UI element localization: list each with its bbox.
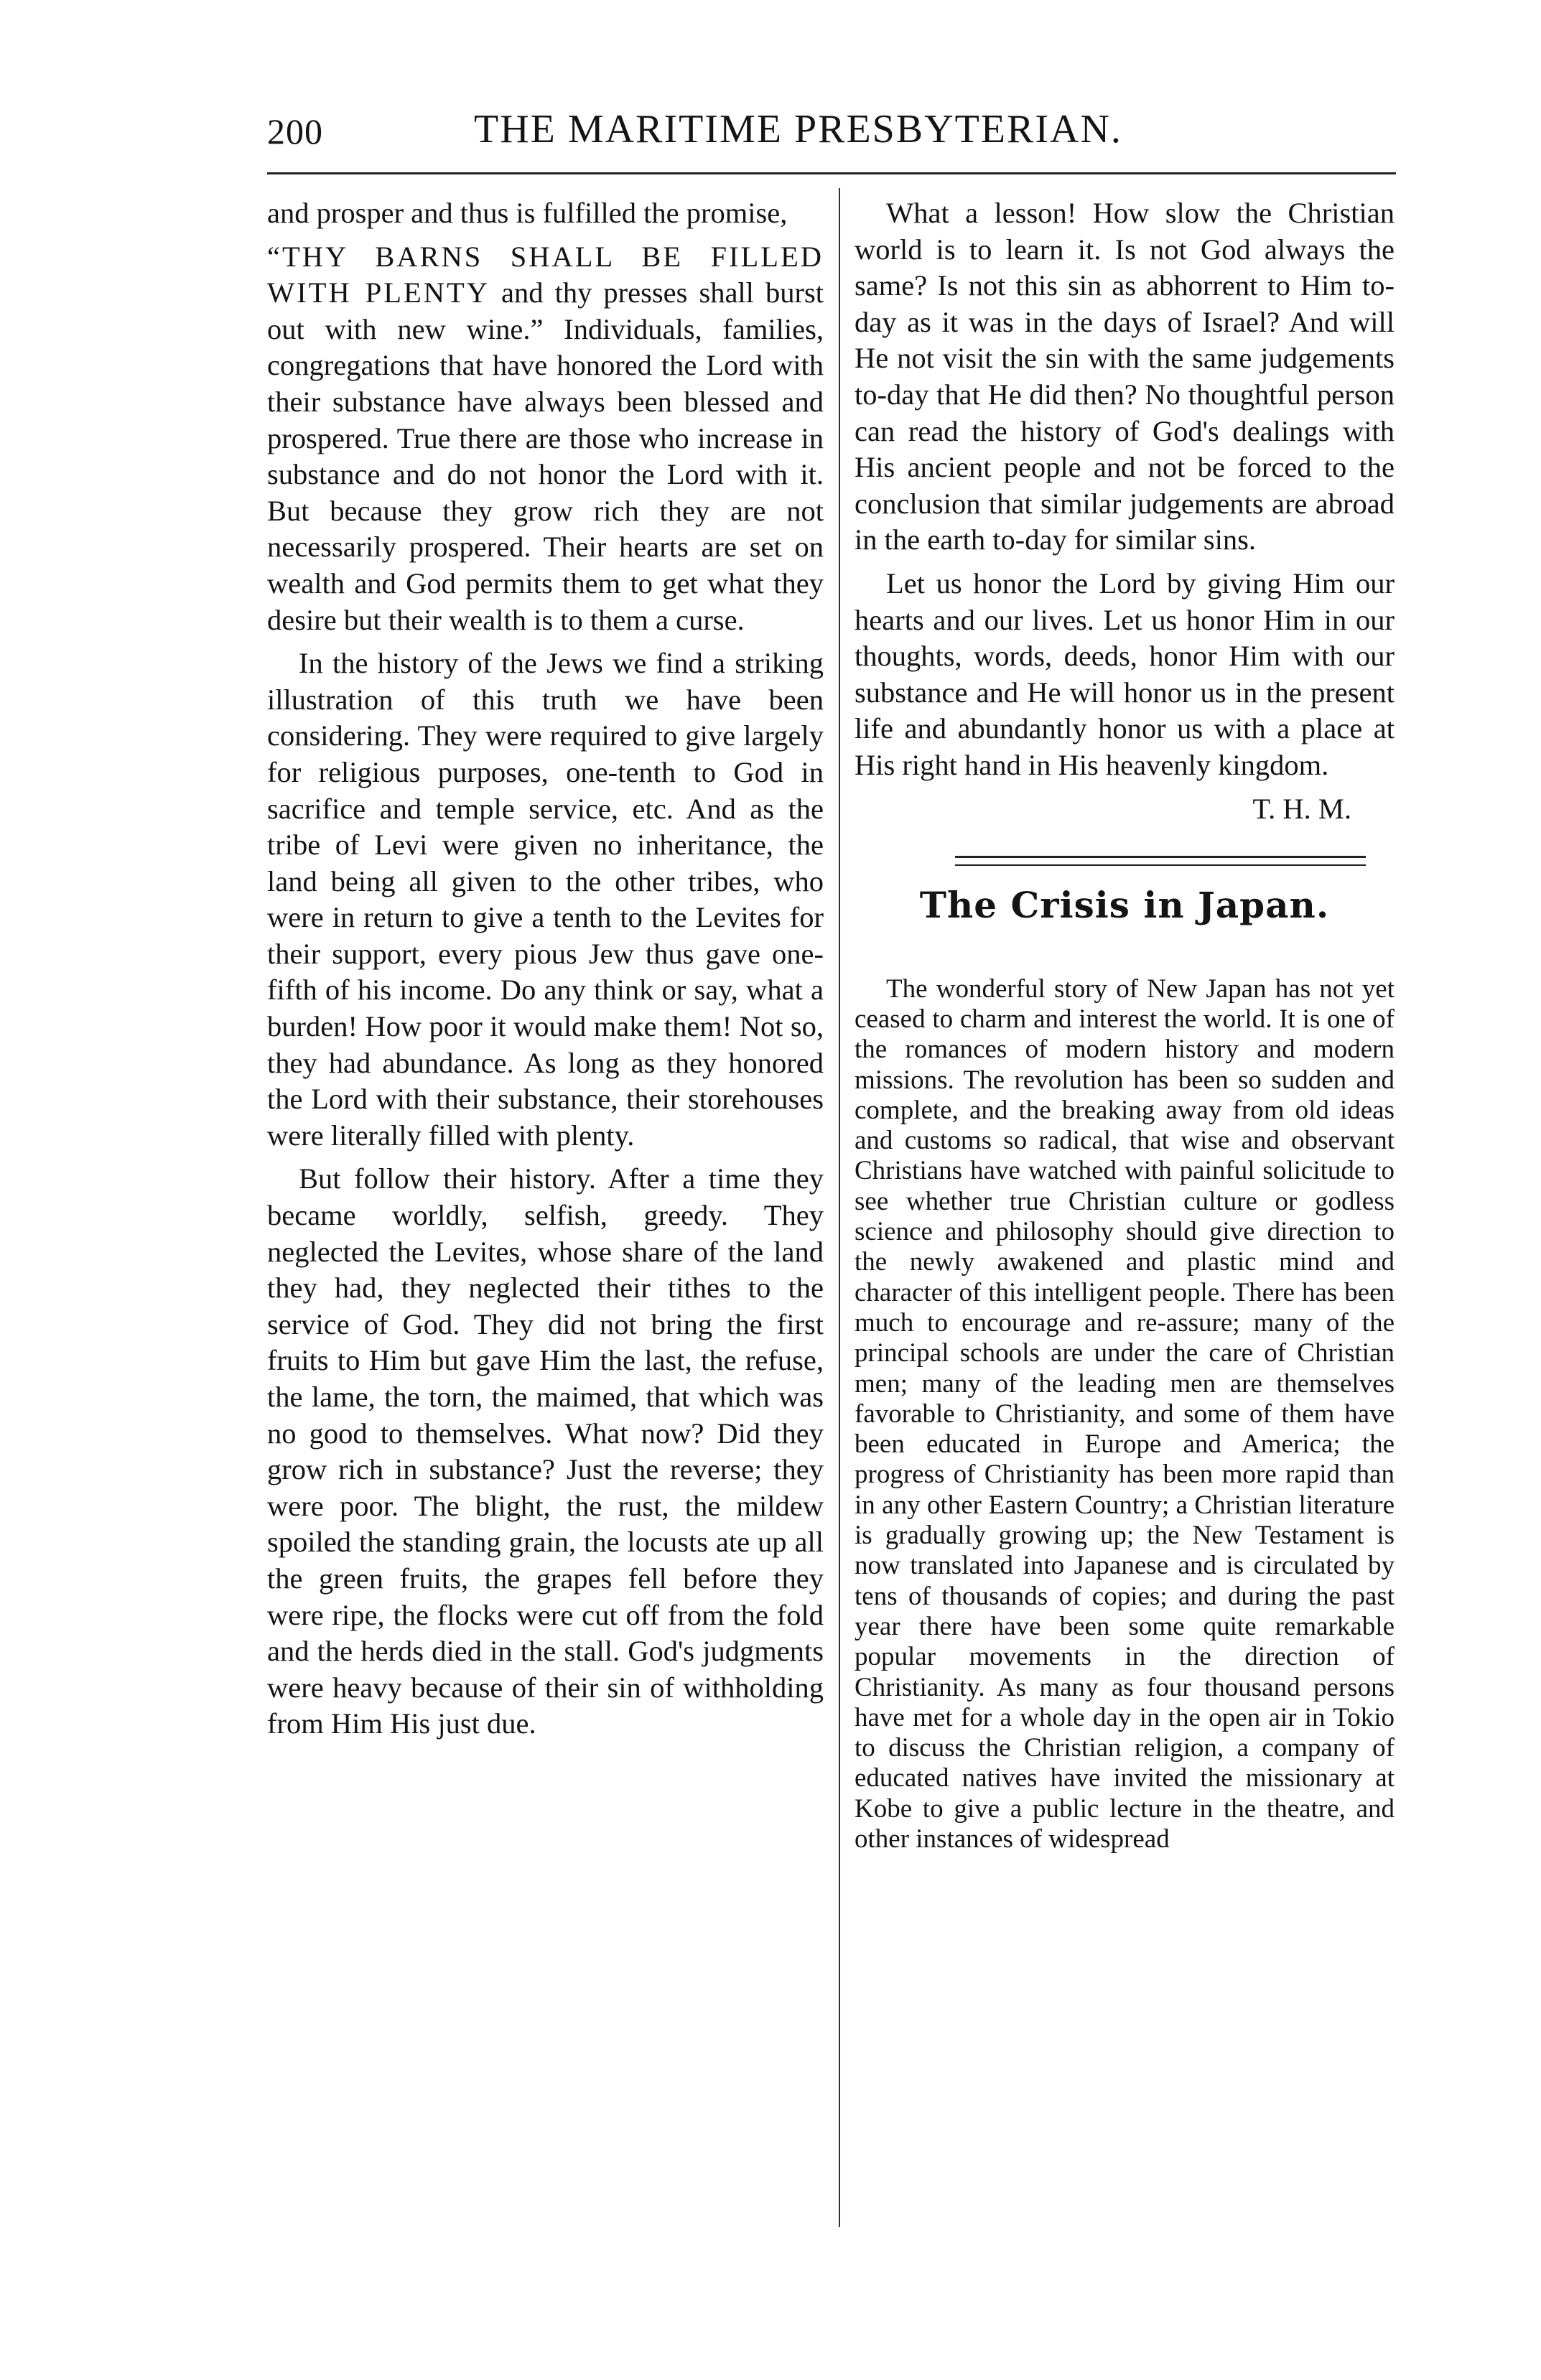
promise-quote-caps: “THY BARNS SHALL BE FILLED WITH PLENTY (267, 240, 824, 309)
right-column (855, 195, 1395, 1862)
left-paragraph-jews-history: In the history of the Jews we find a striking illustration of this truth we have been considering. They were required to give largely for religious purposes, one-tenth to God in sacrifice and temple service, etc. And as the tribe of Levi were given no inheritance, the land being all given to the other tribes, who were in return to give a tenth to the Levites for their support, every pious Jew thus gave one-fifth of his income. Do any think or say, what a burden! How poor it would make them! Not so, they had abundance. As long as they honored the Lord with their substance, their storehouses were literally filled with plenty. (267, 647, 824, 1152)
column-divider (839, 188, 840, 2227)
left-paragraph-follow-history: But follow their history. After a time they became worldly, selfish, greedy. They neglected the Levites, whose share of the land they had, they neglected their tithes to the service of God. They did not bring the first fruits to Him but gave Him the last, the refuse, the lame, the torn, the maimed, that which was no good to themselves. What now? Did they grow rich in substance? Just the reverse; they were poor. The blight, the rust, the mildew spoiled the standing grain, the locusts ate up all the green fruits, the grapes fell before they were ripe, the flocks were cut off from the fold and the herds died in the stall. God's judgments were heavy because of their sin of withholding from Him His just due. (267, 1162, 824, 1740)
section-double-rule (955, 856, 1366, 866)
page-number: 200 (267, 111, 323, 151)
right-paragraph-lesson: What a lesson! How slow the Christian world is to learn it. Is not God always the same? Is not this sin as abhorrent to Him to-day as it was in the days of Israel? And will He not visit the sin with the same judgements to-day that He did then? No thoughtful person can read the history of God's dealings with His ancient people and not be forced to the conclusion that similar judgements are abroad in the earth to-day for similar sins. (855, 197, 1395, 556)
left-column (267, 195, 824, 1750)
page-header (0, 106, 1541, 164)
author-signature: T. H. M. (1252, 792, 1351, 825)
left-paragraph-intro: and prosper and thus is fulfilled the promise, (267, 197, 788, 229)
section-heading: The Crisis in Japan. (919, 884, 1330, 927)
right-paragraph-honor: Let us honor the Lord by giving Him our hearts and our lives. Let us honor Him in our thoughts, words, deeds, honor Him with our substance and He will honor us in the present life and abundantly honor us with a place at His right hand in His heavenly kingdom. (855, 566, 1395, 781)
header-rule (267, 172, 1396, 174)
running-title: THE MARITIME PRESBYTERIAN. (474, 107, 1122, 151)
promise-quote-rest: and thy presses shall burst out with new wine.” Individuals, families, congregations that have honored the Lord with their substance have always been blessed and prospered. True there are those who increase in substance and do not honor the Lord with it. But because they grow rich they are not necessarily prospered. Their hearts are set on wealth and God permits them to get what they desire but their wealth is to them a curse. (267, 276, 824, 636)
left-paragraph-promise (267, 239, 824, 639)
crisis-japan-paragraph: The wonderful story of New Japan has not yet ceased to charm and interest the world. It is one of the romances of modern history and modern missions. The revolution has been so sudden and complete, and the breaking away from old ideas and customs so radical, that wise and observant Christians have watched with painful solicitude to see whether true Christian culture or godless science and philosophy should give direction to the newly awakened and plastic mind and character of this intelligent people. There has been much to encourage and re-assure; many of the principal schools are under the care of Christian men; many of the leading men are themselves favorable to Christianity, and some of them have been educated in Europe and America; the progress of Christianity has been more rapid than in any other Eastern Country; a Christian literature is gradually growing up; the New Testament is now translated into Japanese and is circulated by tens of thousands of copies; and during the past year there have been some quite remarkable popular movements in the direction of Christianity. As many as four thousand persons have met for a whole day in the open air in Tokio to discuss the Christian religion, a company of educated natives have invited the missionary at Kobe to give a public lecture in the theatre, and other instances of widespread (855, 974, 1395, 1854)
